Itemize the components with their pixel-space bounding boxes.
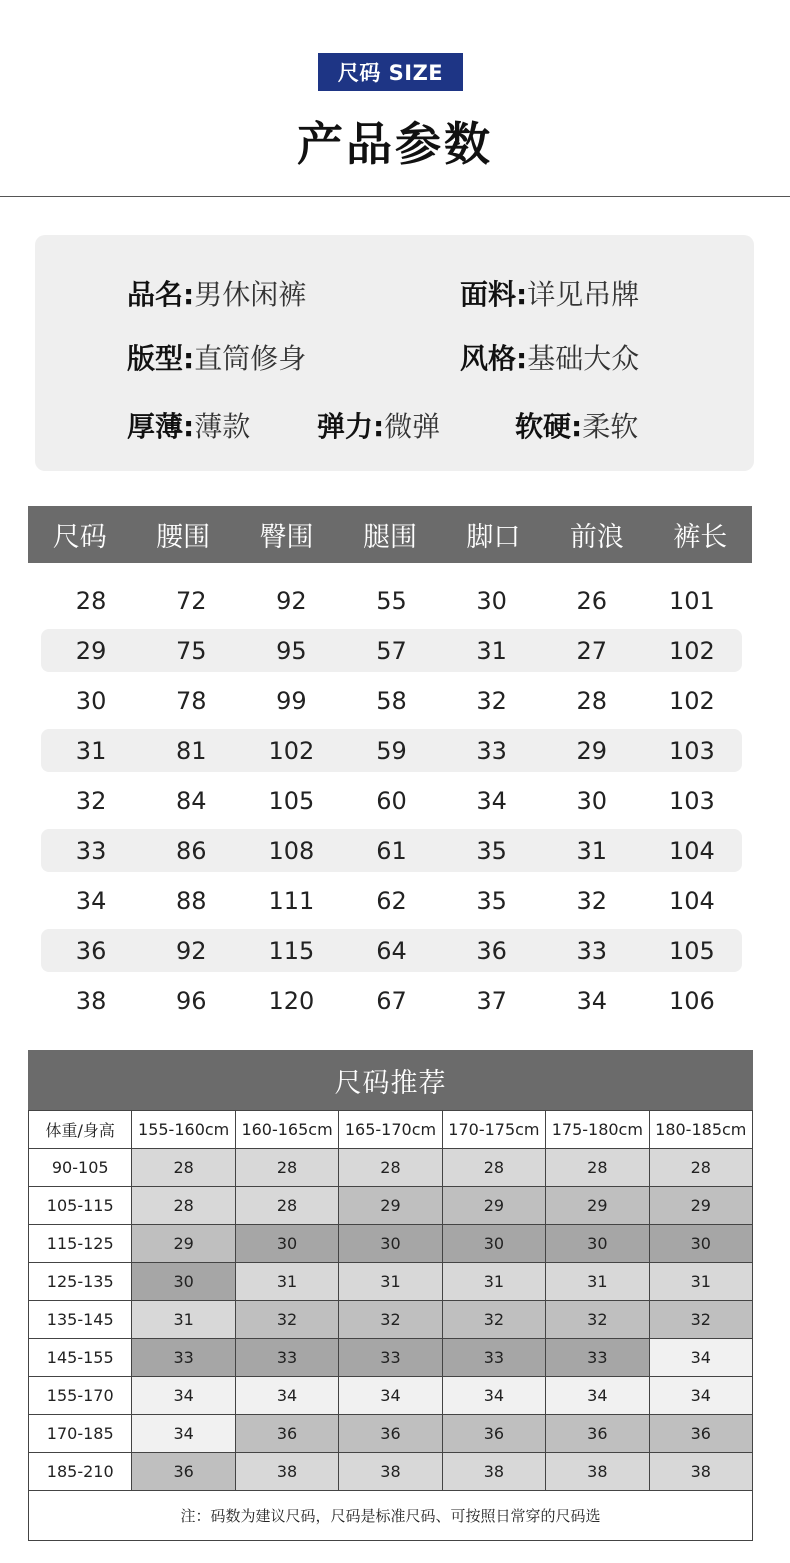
- size-col-header: 腰围: [156, 522, 211, 553]
- info-softness: 软硬:柔软: [515, 410, 639, 443]
- size-cell: 38: [75, 986, 107, 1015]
- size-cell: 36: [476, 936, 507, 965]
- size-cell: 99: [276, 686, 307, 715]
- size-cell: 102: [669, 686, 715, 715]
- recommended-size-cell: 38: [442, 1453, 545, 1491]
- recommended-size-cell: 38: [649, 1453, 752, 1491]
- size-cell: 92: [175, 936, 207, 965]
- size-cell: 27: [576, 636, 608, 665]
- height-range-header: 160-165cm: [235, 1111, 338, 1149]
- size-table-row: [41, 929, 742, 972]
- size-col-header: 脚口: [466, 522, 521, 553]
- recommended-size-cell: 34: [339, 1377, 442, 1415]
- recommended-size-cell: 36: [339, 1415, 442, 1453]
- recommended-size-cell: 31: [132, 1301, 235, 1339]
- height-range-header: 165-170cm: [339, 1111, 442, 1149]
- size-table-row: [41, 779, 742, 822]
- size-cell: 62: [376, 886, 407, 915]
- size-cell: 61: [376, 836, 407, 865]
- recommendation-table: [28, 1110, 753, 1491]
- recommendation-row: [29, 1415, 753, 1453]
- recommendation-row: [29, 1339, 753, 1377]
- size-cell: 35: [476, 836, 507, 865]
- recommended-size-cell: 28: [132, 1149, 235, 1187]
- size-cell: 92: [276, 586, 307, 615]
- size-col-header: 前浪: [569, 522, 624, 553]
- recommendation-title: 尺码推荐: [28, 1050, 753, 1110]
- height-range-header: 155-160cm: [132, 1111, 235, 1149]
- size-cell: 111: [268, 886, 315, 915]
- recommended-size-cell: 29: [339, 1187, 442, 1225]
- size-table-row: [41, 879, 742, 922]
- recommended-size-cell: 32: [339, 1301, 442, 1339]
- recommended-size-cell: 36: [132, 1453, 235, 1491]
- size-cell: 64: [376, 936, 407, 965]
- size-table-body: [41, 579, 742, 1029]
- size-badge: 尺码 SIZE: [318, 53, 463, 91]
- recommended-size-cell: 36: [235, 1415, 338, 1453]
- recommended-size-cell: 28: [649, 1149, 752, 1187]
- size-cell: 106: [669, 986, 715, 1015]
- size-cell: 30: [75, 686, 107, 715]
- size-cell: 31: [576, 836, 608, 865]
- size-cell: 32: [476, 686, 507, 715]
- recommended-size-cell: 36: [442, 1415, 545, 1453]
- size-cell: 58: [376, 686, 407, 715]
- size-cell: 33: [75, 836, 107, 865]
- size-cell: 28: [576, 686, 608, 715]
- height-range-header: 175-180cm: [546, 1111, 649, 1149]
- size-cell: 34: [576, 986, 608, 1015]
- recommended-size-cell: 38: [235, 1453, 338, 1491]
- recommended-size-cell: 33: [442, 1339, 545, 1377]
- size-cell: 34: [75, 886, 107, 915]
- size-cell: 104: [669, 886, 715, 915]
- size-cell: 103: [669, 736, 715, 765]
- size-cell: 86: [175, 836, 207, 865]
- recommended-size-cell: 30: [132, 1263, 235, 1301]
- recommended-size-cell: 38: [546, 1453, 649, 1491]
- recommended-size-cell: 34: [546, 1377, 649, 1415]
- recommended-size-cell: 33: [235, 1339, 338, 1377]
- recommended-size-cell: 29: [442, 1187, 545, 1225]
- size-cell: 30: [576, 786, 608, 815]
- size-cell: 33: [476, 736, 507, 765]
- recommended-size-cell: 30: [649, 1225, 752, 1263]
- size-col-header: 臀围: [259, 522, 314, 553]
- size-cell: 59: [376, 736, 407, 765]
- info-thickness: 厚薄:薄款: [127, 410, 251, 443]
- size-cell: 81: [175, 736, 207, 765]
- recommended-size-cell: 31: [649, 1263, 752, 1301]
- height-range-header: 180-185cm: [649, 1111, 752, 1149]
- product-info-card: [35, 235, 754, 471]
- recommended-size-cell: 31: [546, 1263, 649, 1301]
- page-title: 产品参数: [297, 117, 493, 171]
- size-cell: 105: [669, 936, 715, 965]
- recommendation-row: [29, 1187, 753, 1225]
- title-divider: [0, 196, 790, 197]
- recommended-size-cell: 33: [339, 1339, 442, 1377]
- size-cell: 104: [669, 836, 715, 865]
- size-table-row: [41, 979, 742, 1022]
- weight-range-cell: 125-135: [29, 1263, 132, 1301]
- size-table-row: [41, 729, 742, 772]
- recommended-size-cell: 36: [649, 1415, 752, 1453]
- recommended-size-cell: 33: [132, 1339, 235, 1377]
- recommendation-note: 注：码数为建议尺码，尺码是标准尺码、可按照日常穿的尺码选: [28, 1491, 753, 1541]
- size-cell: 33: [576, 936, 608, 965]
- size-cell: 96: [175, 986, 207, 1015]
- recommended-size-cell: 34: [132, 1377, 235, 1415]
- size-cell: 34: [476, 786, 507, 815]
- recommended-size-cell: 33: [546, 1339, 649, 1377]
- size-cell: 32: [75, 786, 107, 815]
- recommended-size-cell: 34: [442, 1377, 545, 1415]
- recommended-size-cell: 34: [235, 1377, 338, 1415]
- info-elasticity: 弹力:微弹: [317, 410, 441, 443]
- size-col-header: 尺码: [52, 522, 107, 553]
- weight-range-cell: 170-185: [29, 1415, 132, 1453]
- size-cell: 120: [268, 986, 315, 1015]
- recommended-size-cell: 28: [442, 1149, 545, 1187]
- weight-height-corner: 体重/身高: [29, 1111, 132, 1149]
- recommended-size-cell: 28: [546, 1149, 649, 1187]
- size-recommendation: [28, 1050, 753, 1541]
- size-table-row: [41, 629, 742, 672]
- weight-range-cell: 105-115: [29, 1187, 132, 1225]
- recommendation-row: [29, 1453, 753, 1491]
- size-table-row: [41, 579, 742, 622]
- recommendation-row: [29, 1301, 753, 1339]
- recommended-size-cell: 31: [339, 1263, 442, 1301]
- weight-range-cell: 155-170: [29, 1377, 132, 1415]
- size-table-header: [28, 506, 752, 563]
- recommended-size-cell: 32: [546, 1301, 649, 1339]
- size-cell: 29: [75, 636, 107, 665]
- size-cell: 102: [669, 636, 715, 665]
- size-cell: 55: [376, 586, 407, 615]
- recommended-size-cell: 38: [339, 1453, 442, 1491]
- recommended-size-cell: 30: [235, 1225, 338, 1263]
- recommended-size-cell: 31: [235, 1263, 338, 1301]
- size-cell: 28: [75, 586, 107, 615]
- recommendation-row: [29, 1225, 753, 1263]
- recommended-size-cell: 34: [649, 1339, 752, 1377]
- recommended-size-cell: 32: [442, 1301, 545, 1339]
- size-cell: 31: [75, 736, 107, 765]
- size-cell: 36: [75, 936, 107, 965]
- size-cell: 84: [175, 786, 207, 815]
- recommended-size-cell: 31: [442, 1263, 545, 1301]
- size-table-row: [41, 679, 742, 722]
- info-product-name: 品名:男休闲裤: [127, 278, 307, 311]
- weight-range-cell: 90-105: [29, 1149, 132, 1187]
- weight-range-cell: 185-210: [29, 1453, 132, 1491]
- size-cell: 32: [576, 886, 608, 915]
- size-cell: 35: [476, 886, 507, 915]
- recommendation-row: [29, 1263, 753, 1301]
- recommended-size-cell: 29: [132, 1225, 235, 1263]
- recommended-size-cell: 29: [649, 1187, 752, 1225]
- weight-range-cell: 135-145: [29, 1301, 132, 1339]
- recommended-size-cell: 34: [132, 1415, 235, 1453]
- size-cell: 67: [376, 986, 407, 1015]
- recommended-size-cell: 30: [442, 1225, 545, 1263]
- size-cell: 103: [669, 786, 715, 815]
- size-cell: 26: [576, 586, 608, 615]
- weight-range-cell: 145-155: [29, 1339, 132, 1377]
- size-cell: 78: [175, 686, 207, 715]
- recommended-size-cell: 28: [235, 1149, 338, 1187]
- recommended-size-cell: 29: [546, 1187, 649, 1225]
- size-col-header: 腿围: [362, 522, 417, 553]
- size-cell: 75: [175, 636, 207, 665]
- size-cell: 108: [268, 836, 315, 865]
- height-range-header: 170-175cm: [442, 1111, 545, 1149]
- size-col-header: 裤长: [673, 522, 728, 553]
- recommended-size-cell: 28: [132, 1187, 235, 1225]
- size-cell: 72: [175, 586, 207, 615]
- recommended-size-cell: 32: [649, 1301, 752, 1339]
- recommended-size-cell: 30: [546, 1225, 649, 1263]
- size-cell: 57: [376, 636, 407, 665]
- recommended-size-cell: 36: [546, 1415, 649, 1453]
- info-fabric: 面料:详见吊牌: [460, 278, 640, 311]
- size-cell: 101: [669, 586, 715, 615]
- recommended-size-cell: 28: [235, 1187, 338, 1225]
- recommended-size-cell: 32: [235, 1301, 338, 1339]
- size-cell: 105: [268, 786, 315, 815]
- recommended-size-cell: 30: [339, 1225, 442, 1263]
- recommendation-row: [29, 1377, 753, 1415]
- size-cell: 60: [376, 786, 407, 815]
- size-cell: 88: [175, 886, 207, 915]
- size-cell: 29: [576, 736, 608, 765]
- recommendation-header-row: [29, 1111, 753, 1149]
- size-cell: 37: [476, 986, 507, 1015]
- info-fit: 版型:直筒修身: [127, 342, 307, 375]
- weight-range-cell: 115-125: [29, 1225, 132, 1263]
- size-cell: 31: [476, 636, 507, 665]
- size-cell: 102: [268, 736, 315, 765]
- size-table-row: [41, 829, 742, 872]
- size-cell: 30: [476, 586, 507, 615]
- recommendation-row: [29, 1149, 753, 1187]
- recommended-size-cell: 28: [339, 1149, 442, 1187]
- size-cell: 115: [268, 936, 315, 965]
- info-style: 风格:基础大众: [460, 342, 640, 375]
- recommended-size-cell: 34: [649, 1377, 752, 1415]
- size-cell: 95: [276, 636, 307, 665]
